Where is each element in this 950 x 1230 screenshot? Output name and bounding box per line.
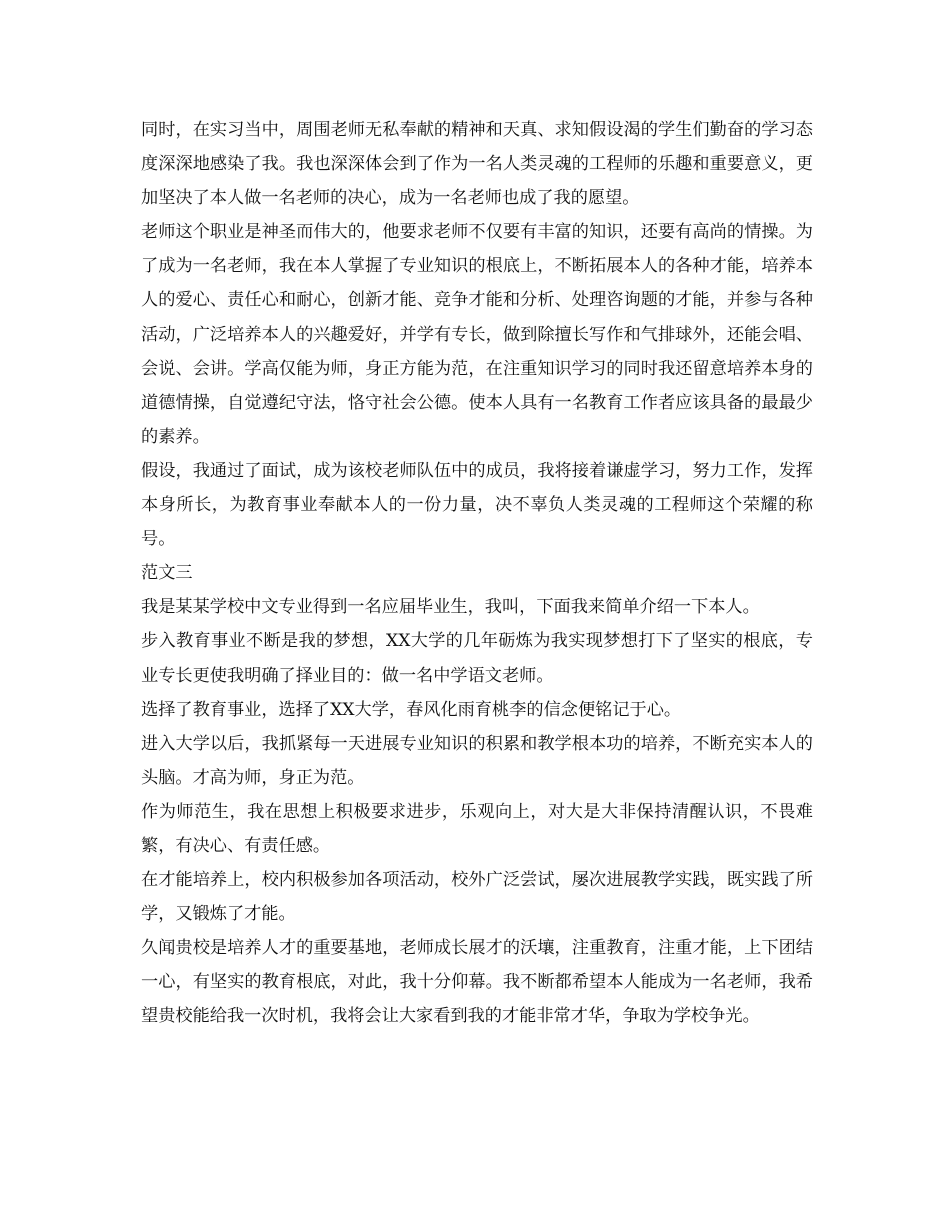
- paragraph-career-choice: 选择了教育事业，选择了XX大学，春风化雨育桃李的信念便铭记于心。: [141, 699, 682, 720]
- paragraph-education-dream: 步入教育事业不断是我的梦想，XX大学的几年砺炼为我实现梦想打下了坚实的根底，专业专长更使我明确了择业目的：做一名中学语文老师。: [141, 631, 813, 686]
- paragraph-internship-impression: 同时，在实习当中，周围老师无私奉献的精神和天真、求知假设渴的学生们勤奋的学习态度深深地感染了我。我也深深体会到了作为一名人类灵魂的工程师的乐趣和重要意义，更加坚决了本人做一名老师的决心，成为一名老师也成了我的愿望。: [141, 120, 813, 209]
- paragraph-interview-pledge: 假设，我通过了面试，成为该校老师队伍中的成员，我将接着谦虚学习，努力工作，发挥本身所长，为教育事业奉献本人的一份力量，决不辜负人类灵魂的工程师这个荣耀的称号。: [141, 460, 813, 550]
- paragraph-school-admiration: 久闻贵校是培养人才的重要基地，老师成长展才的沃壤，注重教育，注重才能，上下团结一心，有坚实的教育根底，对此，我十分仰幕。我不断都希望本人能成为一名老师，我希望贵校能给我一次时机，我将会让大家看到我的才能非常才华，争取为学校争光。: [141, 938, 813, 1027]
- paragraph-ability-training: 在才能培养上，校内积极参加各项活动，校外广泛尝试，屡次进展教学实践，既实践了所学，又锻炼了才能。: [141, 870, 813, 925]
- document-body: [141, 113, 813, 1034]
- section-heading-sample-three: 范文三: [141, 563, 193, 584]
- paragraph-teacher-profession: 老师这个职业是神圣而伟大的，他要求老师不仅要有丰富的知识，还要有高尚的情操。为了成为一名老师，我在本人掌握了专业知识的根底上，不断拓展本人的各种才能，培养本人的爱心、责任心和耐心，创新才能、竞争才能和分析、处理咨询题的才能，并参与各种活动，广泛培养本人的兴趣爱好，并学有专长，做到除擅长写作和气排球外，还能会唱、会说、会讲。学高仅能为师，身正方能为范，在注重知识学习的同时我还留意培养本身的道德情操，自觉遵纪守法，恪守社会公德。使本人具有一名教育工作者应该具备的最最少的素养。: [141, 222, 813, 447]
- paragraph-self-introduction: 我是某某学校中文专业得到一名应届毕业生，我叫，下面我来简单介绍一下本人。: [141, 597, 760, 618]
- paragraph-normal-student: 作为师范生，我在思想上积极要求进步，乐观向上，对大是大非保持清醒认识，不畏难繁，有决心、有责任感。: [141, 801, 813, 856]
- paragraph-university-study: 进入大学以后，我抓紧每一天进展专业知识的积累和教学根本功的培养，不断充实本人的头脑。才高为师，身正为范。: [141, 733, 813, 788]
